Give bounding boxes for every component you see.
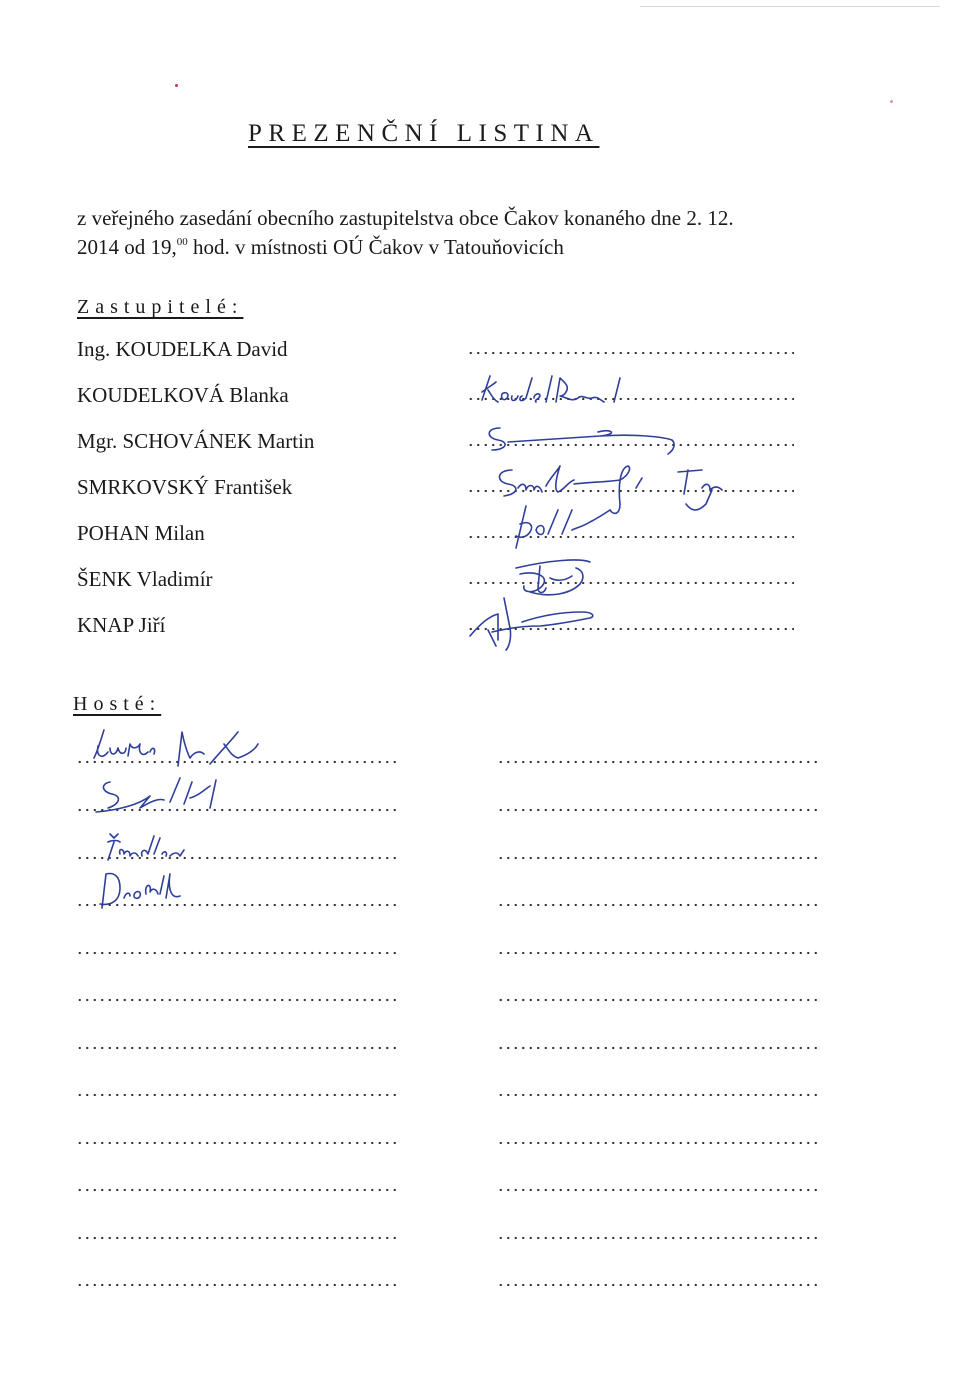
signature-line — [467, 351, 794, 355]
guest-signature-line — [76, 1093, 398, 1097]
guest-signature-4 — [88, 862, 238, 922]
member-row — [77, 337, 797, 367]
guest-signature-line — [76, 951, 398, 955]
member-signature-1 — [460, 368, 660, 418]
member-row — [77, 383, 797, 413]
member-name: KOUDELKOVÁ Blanka — [77, 383, 289, 407]
member-signature-2 — [470, 420, 700, 460]
guest-signature-line — [76, 1188, 398, 1192]
guest-signature-line — [76, 1236, 398, 1240]
scan-edge-line — [640, 6, 940, 7]
member-name: Ing. KOUDELKA David — [77, 337, 288, 361]
intro-line-2-superscript: 00 — [176, 236, 188, 248]
guest-signature-line — [497, 903, 819, 907]
guest-signature-line — [497, 1283, 819, 1287]
ink-speck — [890, 100, 893, 103]
member-name: KNAP Jiří — [77, 613, 166, 637]
member-name: SMRKOVSKÝ František — [77, 475, 293, 499]
guest-signature-line — [497, 1093, 819, 1097]
meeting-description — [77, 204, 877, 262]
guest-signature-line — [497, 998, 819, 1002]
ink-speck — [175, 84, 178, 87]
members-section-label: Zastupitelé: — [77, 296, 244, 318]
guest-signature-line — [497, 951, 819, 955]
member-name: Mgr. SCHOVÁNEK Martin — [77, 429, 315, 453]
member-signature-6 — [440, 588, 640, 658]
guests-section-label: Hosté: — [73, 693, 162, 715]
intro-line-1: z veřejného zasedání obecního zastupitelstva obce Čakov konaného dne 2. 12. — [77, 206, 734, 230]
intro-line-2-end: hod. v místnosti OÚ Čakov v Tatouňovicích — [187, 235, 564, 259]
guest-signature-line — [497, 808, 819, 812]
guest-signature-line — [497, 1046, 819, 1050]
guest-signature-line — [497, 1236, 819, 1240]
guest-signature-3 — [90, 826, 240, 866]
guest-signature-line — [497, 1188, 819, 1192]
guest-signature-line — [497, 856, 819, 860]
guest-signature-line — [497, 760, 819, 764]
guest-signature-2 — [80, 768, 280, 828]
intro-line-2-start: 2014 od 19, — [77, 235, 177, 259]
guest-signature-line — [76, 1283, 398, 1287]
member-row — [77, 613, 797, 643]
guest-signature-line — [76, 1046, 398, 1050]
document-title: PREZENČNÍ LISTINA — [248, 120, 600, 147]
guest-signature-line — [497, 1141, 819, 1145]
member-name: POHAN Milan — [77, 521, 205, 545]
member-row — [77, 567, 797, 597]
member-name: ŠENK Vladimír — [77, 567, 213, 591]
guest-signature-line — [76, 1141, 398, 1145]
guest-signature-line — [76, 998, 398, 1002]
